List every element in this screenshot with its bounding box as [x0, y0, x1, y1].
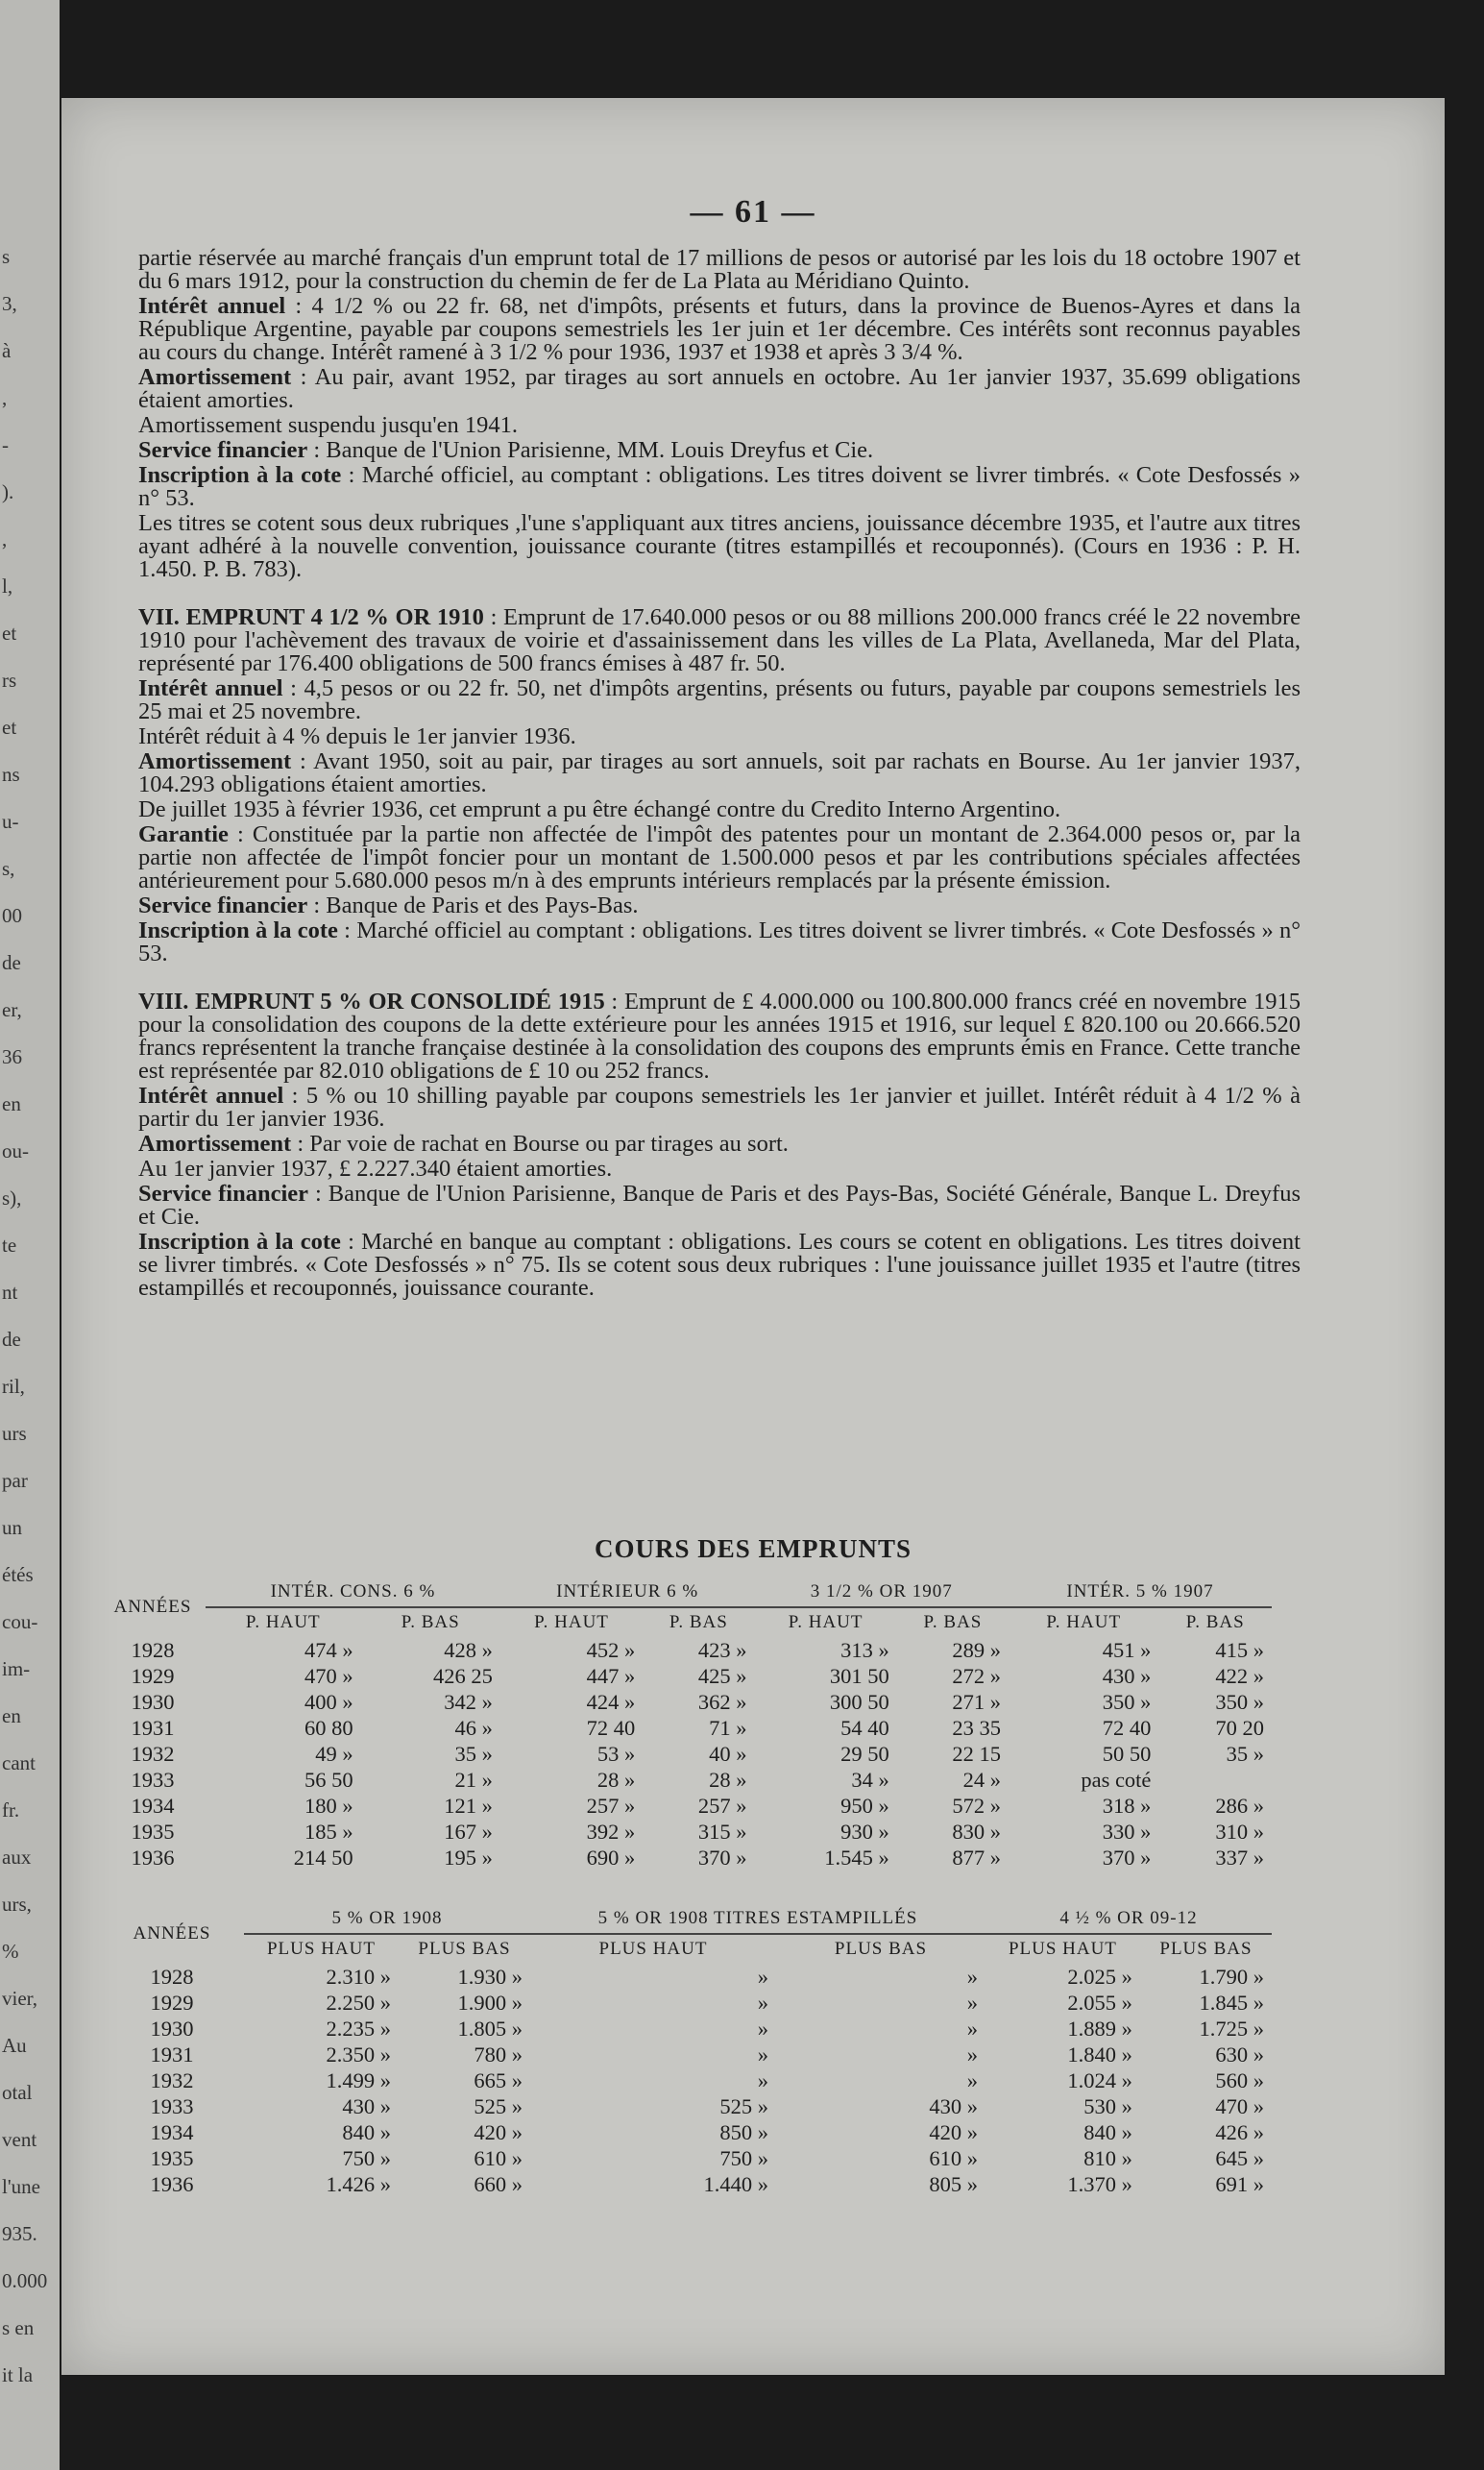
- paragraph-text: Les titres se cotent sous deux rubriques ,l'une s'appliquant aux titres anciens, jouissance décembre 1935, et l'autre aux titres ayant adhéré à la nouvelle convention, jouissance courante (titres estampillés et recouponnés). (Cours en 1936 : P. H. 1.450. P. B. 783).: [138, 510, 1301, 582]
- price-cell: 422 »: [1215, 1663, 1264, 1688]
- price-cell: 28 »: [709, 1767, 747, 1792]
- price-cell: 1.440 »: [703, 2171, 769, 2196]
- price-cell: 691 »: [1215, 2171, 1264, 2196]
- paragraph-lead: Intérêt annuel: [138, 1083, 284, 1109]
- margin-fragment: un: [2, 1516, 22, 1539]
- price-cell: 286 »: [1215, 1793, 1264, 1818]
- margin-fragment: de: [2, 951, 21, 974]
- margin-fragment: étés: [2, 1563, 34, 1586]
- paragraph: [138, 990, 1301, 1083]
- margin-fragment: 0.000: [2, 2269, 48, 2292]
- price-cell: 1.900 »: [457, 1990, 523, 2015]
- price-cell: 630 »: [1215, 2042, 1264, 2066]
- paragraph-text: De juillet 1935 à février 1936, cet emprunt a pu être échangé contre du Credito Interno Argentino.: [138, 796, 1061, 822]
- paragraph-text: : Emprunt de 17.640.000 pesos or ou 88 millions 200.000 francs créé le 22 novembre 1910 pour l'achèvement des travaux de voirie et d'assainissement dans les villes de La Plata, Avellaneda, Mar del Plata, représenté par 176.400 obligations de 500 francs émises à 487 fr. 50.: [138, 604, 1301, 676]
- sub-header: P. BAS: [401, 1612, 460, 1632]
- body-text: [138, 247, 1301, 1302]
- price-cell: 289 »: [952, 1637, 1002, 1662]
- price-cell: 1.370 »: [1067, 2171, 1132, 2196]
- price-cell: 271 »: [952, 1689, 1002, 1714]
- margin-fragment: cant: [2, 1751, 36, 1774]
- price-cell: 470 »: [304, 1663, 353, 1688]
- price-cell: 121 »: [444, 1793, 493, 1818]
- paragraph: [138, 823, 1301, 893]
- price-cell: 40 »: [709, 1741, 747, 1766]
- margin-fragment: ).: [2, 480, 14, 503]
- price-cell: 272 »: [952, 1663, 1002, 1688]
- sub-header: P. HAUT: [788, 1612, 864, 1632]
- paragraph: [138, 439, 1301, 462]
- price-cell: 430 »: [929, 2093, 978, 2118]
- year-cell: 1930: [131, 1689, 175, 1714]
- paragraph: [138, 464, 1301, 510]
- price-cell: 330 »: [1102, 1819, 1152, 1844]
- table-row: [100, 2093, 1272, 2119]
- price-cell: 185 »: [304, 1819, 353, 1844]
- paragraph: [138, 1085, 1301, 1131]
- price-cell: 474 »: [304, 1637, 353, 1662]
- price-cell: 257 »: [586, 1793, 636, 1818]
- paragraph-lead: Garantie: [138, 821, 229, 847]
- margin-fragment: aux: [2, 1846, 32, 1869]
- margin-fragment: à: [2, 339, 12, 362]
- table-row: [100, 1793, 1272, 1819]
- price-cell: 2.350 »: [326, 2042, 391, 2066]
- sub-header: PLUS HAUT: [266, 1939, 376, 1959]
- price-cell: 195 »: [444, 1845, 493, 1870]
- margin-fragment: ,: [2, 527, 8, 550]
- paragraph: [138, 512, 1301, 581]
- price-cell: 342 »: [444, 1689, 493, 1714]
- price-cell: 2.055 »: [1067, 1990, 1132, 2015]
- price-cell: 50 50: [1102, 1741, 1152, 1766]
- paragraph-text: Au 1er janvier 1937, £ 2.227.340 étaient amorties.: [138, 1156, 613, 1182]
- paragraph-text: : Banque de Paris et des Pays-Bas.: [307, 893, 639, 918]
- paragraph-text: : Avant 1950, soit au pair, par tirages au sort annuels, soit par rachats en Bourse. Au 1er janvier 1937, 104.293 obligations étaient amorties.: [138, 748, 1301, 797]
- group-header: INTÉR. CONS. 6 %: [206, 1577, 500, 1607]
- paragraph: [138, 247, 1301, 293]
- col-annees: ANNÉES: [133, 1923, 211, 1944]
- margin-fragment: ril,: [2, 1375, 25, 1398]
- price-table-2: [100, 1904, 1272, 2197]
- paragraph-text: : Constituée par la partie non affectée de l'impôt des patentes pour un montant de 2.364.000 pesos or, par la partie non affectée de l'impôt foncier pour un montant de 1.500.000 pesos et par les contributions spéciales affectées antérieurement pour 5.680.000 pesos m/n à des emprunts intérieurs remplacés par la présente émission.: [138, 821, 1301, 893]
- price-cell: 49 »: [315, 1741, 353, 1766]
- table-row: [100, 1819, 1272, 1845]
- year-cell: 1934: [131, 1793, 175, 1818]
- price-cell: 690 »: [586, 1845, 636, 1870]
- year-cell: 1931: [150, 2042, 194, 2066]
- margin-fragment: par: [2, 1469, 28, 1492]
- price-cell: 877 »: [952, 1845, 1002, 1870]
- price-cell: 430 »: [342, 2093, 391, 2118]
- paragraph: [138, 677, 1301, 723]
- year-cell: 1936: [150, 2171, 194, 2196]
- price-cell: 21 »: [454, 1767, 493, 1792]
- price-cell: 660 »: [474, 2171, 523, 2196]
- price-cell: 310 »: [1215, 1819, 1264, 1844]
- price-cell: 56 50: [304, 1767, 353, 1792]
- price-cell: 428 »: [444, 1637, 493, 1662]
- price-cell: 214 50: [293, 1845, 353, 1870]
- margin-fragment: s en: [2, 2316, 35, 2339]
- year-cell: 1933: [131, 1767, 175, 1792]
- price-cell: 22 15: [952, 1741, 1002, 1766]
- table-row: [100, 2119, 1272, 2145]
- price-cell: »: [966, 2016, 978, 2041]
- price-cell: 1.499 »: [326, 2067, 391, 2092]
- price-cell: 451 »: [1102, 1637, 1152, 1662]
- year-cell: 1928: [150, 1964, 194, 1989]
- price-cell: 72 40: [586, 1715, 636, 1740]
- price-cell: 60 80: [304, 1715, 353, 1740]
- margin-fragment: -: [2, 433, 9, 456]
- price-cell: 420 »: [929, 2119, 978, 2144]
- paragraph: [138, 919, 1301, 966]
- sub-header: P. BAS: [923, 1612, 983, 1632]
- price-cell: 35 »: [454, 1741, 493, 1766]
- price-cell: »: [757, 2016, 769, 2041]
- price-cell: 1.725 »: [1199, 2016, 1264, 2041]
- year-cell: 1933: [150, 2093, 194, 2118]
- price-cell: 750 »: [342, 2145, 391, 2170]
- margin-fragment: ou-: [2, 1139, 29, 1162]
- price-cell: pas coté: [1081, 1767, 1152, 1792]
- margin-fragment: et: [2, 716, 17, 739]
- price-cell: 426 »: [1215, 2119, 1264, 2144]
- paragraph-text: : Au pair, avant 1952, par tirages au sort annuels en octobre. Au 1er janvier 1937, 35.699 obligations étaient amorties.: [138, 364, 1301, 413]
- price-cell: 53 »: [596, 1741, 636, 1766]
- margin-fragment: 00: [2, 904, 22, 927]
- paragraph-lead: Intérêt annuel: [138, 293, 286, 319]
- table-row: [100, 2145, 1272, 2171]
- paragraph-lead: Service financier: [138, 437, 308, 463]
- paragraph-text: : Marché officiel, au comptant : obligations. Les titres doivent se livrer timbrés. « Cote Desfossés » n° 53.: [138, 462, 1301, 511]
- group-header: INTÉR. 5 % 1907: [1009, 1577, 1272, 1607]
- paragraph-lead: VII. EMPRUNT 4 1/2 % OR 1910: [138, 604, 484, 630]
- margin-fragment: %: [2, 1940, 19, 1963]
- price-cell: 34 »: [851, 1767, 889, 1792]
- margin-fragment: 3,: [2, 292, 17, 315]
- price-cell: 525 »: [719, 2093, 769, 2118]
- price-cell: 665 »: [474, 2067, 523, 2092]
- price-cell: 415 »: [1215, 1637, 1264, 1662]
- margin-fragment: it la: [2, 2363, 34, 2386]
- margin-fragment: vier,: [2, 1987, 38, 2010]
- price-cell: 810 »: [1083, 2145, 1132, 2170]
- year-cell: 1936: [131, 1845, 175, 1870]
- price-cell: 2.310 »: [326, 1964, 391, 1989]
- price-cell: 525 »: [474, 2093, 523, 2118]
- sub-header: PLUS BAS: [1159, 1939, 1253, 1959]
- table-row: [100, 2171, 1272, 2197]
- margin-fragment: urs: [2, 1422, 27, 1445]
- price-cell: 470 »: [1215, 2093, 1264, 2118]
- paragraph-lead: Inscription à la cote: [138, 917, 338, 943]
- price-cell: 426 25: [432, 1663, 493, 1688]
- price-cell: 392 »: [586, 1819, 636, 1844]
- paragraph-text: : Banque de l'Union Parisienne, Banque de Paris et des Pays-Bas, Société Générale, Banque L. Dreyfus et Cie.: [138, 1181, 1301, 1230]
- price-cell: »: [757, 1964, 769, 1989]
- page-number: — 61 —: [690, 194, 816, 230]
- book-page: [61, 98, 1445, 2375]
- price-cell: 452 »: [586, 1637, 636, 1662]
- margin-fragment: er,: [2, 998, 22, 1021]
- paragraph-lead: Inscription à la cote: [138, 462, 342, 488]
- price-cell: 950 »: [840, 1793, 889, 1818]
- margin-fragment: nt: [2, 1281, 18, 1304]
- year-cell: 1934: [150, 2119, 194, 2144]
- table-row: [100, 1689, 1272, 1715]
- price-cell: »: [757, 2067, 769, 2092]
- paragraph-lead: Inscription à la cote: [138, 1229, 341, 1255]
- table-heading: COURS DES EMPRUNTS: [594, 1534, 912, 1563]
- price-cell: 1.840 »: [1067, 2042, 1132, 2066]
- paragraph-text: Intérêt réduit à 4 % depuis le 1er janvier 1936.: [138, 723, 576, 749]
- paragraph: [138, 1231, 1301, 1300]
- price-cell: 423 »: [697, 1637, 747, 1662]
- price-cell: 840 »: [342, 2119, 391, 2144]
- price-cell: 370 »: [697, 1845, 747, 1870]
- paragraph-text: partie réservée au marché français d'un emprunt total de 17 millions de pesos or autorisé par les lois du 18 octobre 1907 et du 6 mars 1912, pour la construction du chemin de fer de La Plata au Méridiano Quinto.: [138, 245, 1301, 294]
- price-cell: 1.024 »: [1067, 2067, 1132, 2092]
- price-cell: 46 »: [454, 1715, 493, 1740]
- price-cell: 70 20: [1215, 1715, 1264, 1740]
- price-cell: 1.545 »: [824, 1845, 889, 1870]
- price-cell: 72 40: [1102, 1715, 1152, 1740]
- col-annees: ANNÉES: [113, 1597, 192, 1617]
- margin-fragment: en: [2, 1704, 21, 1727]
- paragraph-lead: Amortissement: [138, 748, 292, 774]
- margin-fragment: s: [2, 245, 11, 268]
- margin-fragment: de: [2, 1328, 21, 1351]
- price-cell: 1.790 »: [1199, 1964, 1264, 1989]
- price-cell: 780 »: [474, 2042, 523, 2066]
- table-row: [100, 1663, 1272, 1689]
- price-cell: »: [966, 1990, 978, 2015]
- price-cell: 315 »: [697, 1819, 747, 1844]
- margin-fragment: l,: [2, 575, 13, 598]
- paragraph: [138, 414, 1301, 437]
- price-cell: 23 35: [952, 1715, 1002, 1740]
- margin-fragment: te: [2, 1234, 17, 1257]
- table-row: [100, 1845, 1272, 1871]
- paragraph: [138, 295, 1301, 364]
- sub-header: PLUS HAUT: [598, 1939, 708, 1959]
- price-cell: 430 »: [1102, 1663, 1152, 1688]
- year-cell: 1931: [131, 1715, 175, 1740]
- price-cell: 313 »: [840, 1637, 889, 1662]
- price-cell: 54 40: [840, 1715, 889, 1740]
- sub-header: P. HAUT: [245, 1612, 321, 1632]
- price-cell: 1.930 »: [457, 1964, 523, 1989]
- paragraph-text: Amortissement suspendu jusqu'en 1941.: [138, 412, 519, 438]
- table-row: [100, 2042, 1272, 2067]
- price-cell: 530 »: [1083, 2093, 1132, 2118]
- price-cell: 35 »: [1226, 1741, 1264, 1766]
- table-row: [100, 1637, 1272, 1663]
- margin-fragment: otal: [2, 2081, 33, 2104]
- price-cell: 840 »: [1083, 2119, 1132, 2144]
- table-row: [100, 2067, 1272, 2093]
- price-cell: »: [966, 2067, 978, 2092]
- paragraph: [138, 1183, 1301, 1229]
- margin-fragment: ,: [2, 386, 8, 409]
- group-header: INTÉRIEUR 6 %: [500, 1577, 755, 1607]
- price-cell: 850 »: [719, 2119, 769, 2144]
- paragraph-text: : 4,5 pesos or ou 22 fr. 50, net d'impôts argentins, présents ou futurs, payable par coupons semestriels les 25 mai et 25 novembre.: [138, 675, 1301, 724]
- margin-fragment: im-: [2, 1657, 31, 1680]
- price-cell: 572 »: [952, 1793, 1002, 1818]
- year-cell: 1929: [131, 1663, 175, 1688]
- sub-header: PLUS BAS: [418, 1939, 511, 1959]
- price-cell: [1158, 1767, 1272, 1793]
- price-cell: 257 »: [697, 1793, 747, 1818]
- margin-fragment: en: [2, 1092, 21, 1115]
- price-cell: 337 »: [1215, 1845, 1264, 1870]
- paragraph: [138, 606, 1301, 675]
- paragraph: [138, 1133, 1301, 1156]
- price-cell: 370 »: [1102, 1845, 1152, 1870]
- adjacent-page-margin: [0, 0, 60, 2470]
- price-cell: 2.235 »: [326, 2016, 391, 2041]
- group-header: 5 % OR 1908: [244, 1904, 530, 1934]
- price-cell: 1.889 »: [1067, 2016, 1132, 2041]
- sub-header: PLUS HAUT: [1008, 1939, 1117, 1959]
- price-cell: 300 50: [829, 1689, 889, 1714]
- year-cell: 1932: [150, 2067, 194, 2092]
- price-cell: 805 »: [929, 2171, 978, 2196]
- sub-header: PLUS BAS: [834, 1939, 928, 1959]
- price-cell: 830 »: [952, 1819, 1002, 1844]
- paragraph-text: : 5 % ou 10 shilling payable par coupons semestriels les 1er janvier et juillet. Intérêt réduit à 4 1/2 % à partir du 1er janvier 1936.: [138, 1083, 1301, 1132]
- price-cell: 24 »: [962, 1767, 1002, 1792]
- price-cell: 29 50: [840, 1741, 889, 1766]
- paragraph-lead: VIII. EMPRUNT 5 % OR CONSOLIDÉ 1915: [138, 989, 605, 1015]
- price-cell: 420 »: [474, 2119, 523, 2144]
- price-cell: 28 »: [596, 1767, 636, 1792]
- price-cell: »: [966, 2042, 978, 2066]
- paragraph-text: : 4 1/2 % ou 22 fr. 68, net d'impôts, présents et futurs, dans la province de Buenos-Ayres et dans la République Argentine, payable par coupons semestriels les 1er juin et 1er décembre. Ces intérêts sont reconnus payables au cours du change. Intérêt ramené à 3 1/2 % pour 1936, 1937 et 1938 et après 3 3/4 %.: [138, 293, 1301, 365]
- price-cell: 400 »: [304, 1689, 353, 1714]
- margin-fragment: ns: [2, 763, 20, 786]
- year-cell: 1932: [131, 1741, 175, 1766]
- margin-fragment: fr.: [2, 1798, 20, 1822]
- paragraph-text: : Marché officiel au comptant : obligations. Les titres doivent se livrer timbrés. « Cote Desfossés » n° 53.: [138, 917, 1301, 966]
- margin-fragment: rs: [2, 669, 17, 692]
- price-cell: 645 »: [1215, 2145, 1264, 2170]
- price-cell: 610 »: [929, 2145, 978, 2170]
- year-cell: 1930: [150, 2016, 194, 2041]
- paragraph: [138, 894, 1301, 917]
- table-row: [100, 1741, 1272, 1767]
- price-cell: 1.426 »: [326, 2171, 391, 2196]
- margin-fragment: s),: [2, 1186, 22, 1210]
- sub-header: P. BAS: [1185, 1612, 1245, 1632]
- table-row: [100, 1990, 1272, 2016]
- price-cell: 350 »: [1215, 1689, 1264, 1714]
- sub-header: P. BAS: [669, 1612, 728, 1632]
- margin-fragment: et: [2, 622, 17, 645]
- price-cell: 71 »: [709, 1715, 747, 1740]
- price-cell: 318 »: [1102, 1793, 1152, 1818]
- price-cell: 447 »: [586, 1663, 636, 1688]
- price-cell: 1.845 »: [1199, 1990, 1264, 2015]
- sub-header: P. HAUT: [1046, 1612, 1122, 1632]
- paragraph-lead: Service financier: [138, 1181, 309, 1207]
- margin-fragment: vent: [2, 2128, 37, 2151]
- paragraph: [138, 366, 1301, 412]
- paragraph-text: : Marché en banque au comptant : obligations. Les cours se cotent en obligations. Les titres doivent se livrer timbrés. « Cote Desfossés » n° 75. Ils se cotent sous deux rubriques : l'une jouissance juillet 1935 et l'autre (titres estampillés et recouponnés, jouissance courante.: [138, 1229, 1301, 1301]
- price-cell: 1.805 »: [457, 2016, 523, 2041]
- year-cell: 1935: [131, 1819, 175, 1844]
- paragraph-lead: Amortissement: [138, 364, 292, 390]
- margin-fragment: Au: [2, 2034, 27, 2057]
- group-header: 4 ½ % OR 09-12: [985, 1904, 1272, 1934]
- margin-fragment: u-: [2, 810, 19, 833]
- margin-fragment: urs,: [2, 1893, 32, 1916]
- margin-fragment: cou-: [2, 1610, 38, 1633]
- year-cell: 1935: [150, 2145, 194, 2170]
- paragraph-text: : Par voie de rachat en Bourse ou par tirages au sort.: [291, 1131, 789, 1157]
- margin-fragment: s,: [2, 857, 15, 880]
- margin-fragment: 36: [2, 1045, 22, 1068]
- paragraph-text: : Banque de l'Union Parisienne, MM. Louis Dreyfus et Cie.: [307, 437, 874, 463]
- paragraph: [138, 1158, 1301, 1181]
- table-row: [100, 1767, 1272, 1793]
- price-cell: 2.250 »: [326, 1990, 391, 2015]
- year-cell: 1929: [150, 1990, 194, 2015]
- price-cell: 362 »: [697, 1689, 747, 1714]
- table-row: [100, 1715, 1272, 1741]
- margin-fragment: 935.: [2, 2222, 37, 2245]
- table-row: [100, 1964, 1272, 1990]
- paragraph: [138, 750, 1301, 796]
- year-cell: 1928: [131, 1637, 175, 1662]
- group-header: 5 % OR 1908 TITRES ESTAMPILLÉS: [530, 1904, 985, 1934]
- paragraph: [138, 725, 1301, 748]
- price-cell: 301 50: [829, 1663, 889, 1688]
- price-cell: 425 »: [697, 1663, 747, 1688]
- paragraph-lead: Amortissement: [138, 1131, 292, 1157]
- price-cell: »: [966, 1964, 978, 1989]
- price-cell: 2.025 »: [1067, 1964, 1132, 1989]
- price-cell: 167 »: [444, 1819, 493, 1844]
- price-cell: 560 »: [1215, 2067, 1264, 2092]
- price-cell: »: [757, 2042, 769, 2066]
- margin-fragment: l'une: [2, 2175, 40, 2198]
- price-cell: 180 »: [304, 1793, 353, 1818]
- paragraph-text: : Emprunt de £ 4.000.000 ou 100.800.000 francs créé en novembre 1915 pour la consolidation des coupons de la dette extérieure pour les années 1915 et 1916, sur lequel £ 820.100 ou 20.666.520 francs représentent la tranche française destinée à la consolidation des coupons des emprunts émis en France. Cette tranche est représentée par 82.010 obligations de £ 10 ou 252 francs.: [138, 989, 1301, 1084]
- group-header: 3 1/2 % OR 1907: [755, 1577, 1010, 1607]
- table-row: [100, 2016, 1272, 2042]
- paragraph-lead: Service financier: [138, 893, 308, 918]
- price-cell: 350 »: [1102, 1689, 1152, 1714]
- price-cell: »: [757, 1990, 769, 2015]
- paragraph-lead: Intérêt annuel: [138, 675, 283, 701]
- price-table-1: [100, 1577, 1272, 1871]
- price-cell: 424 »: [586, 1689, 636, 1714]
- sub-header: P. HAUT: [534, 1612, 609, 1632]
- paragraph: [138, 798, 1301, 821]
- price-cell: 930 »: [840, 1819, 889, 1844]
- price-cell: 610 »: [474, 2145, 523, 2170]
- price-cell: 750 »: [719, 2145, 769, 2170]
